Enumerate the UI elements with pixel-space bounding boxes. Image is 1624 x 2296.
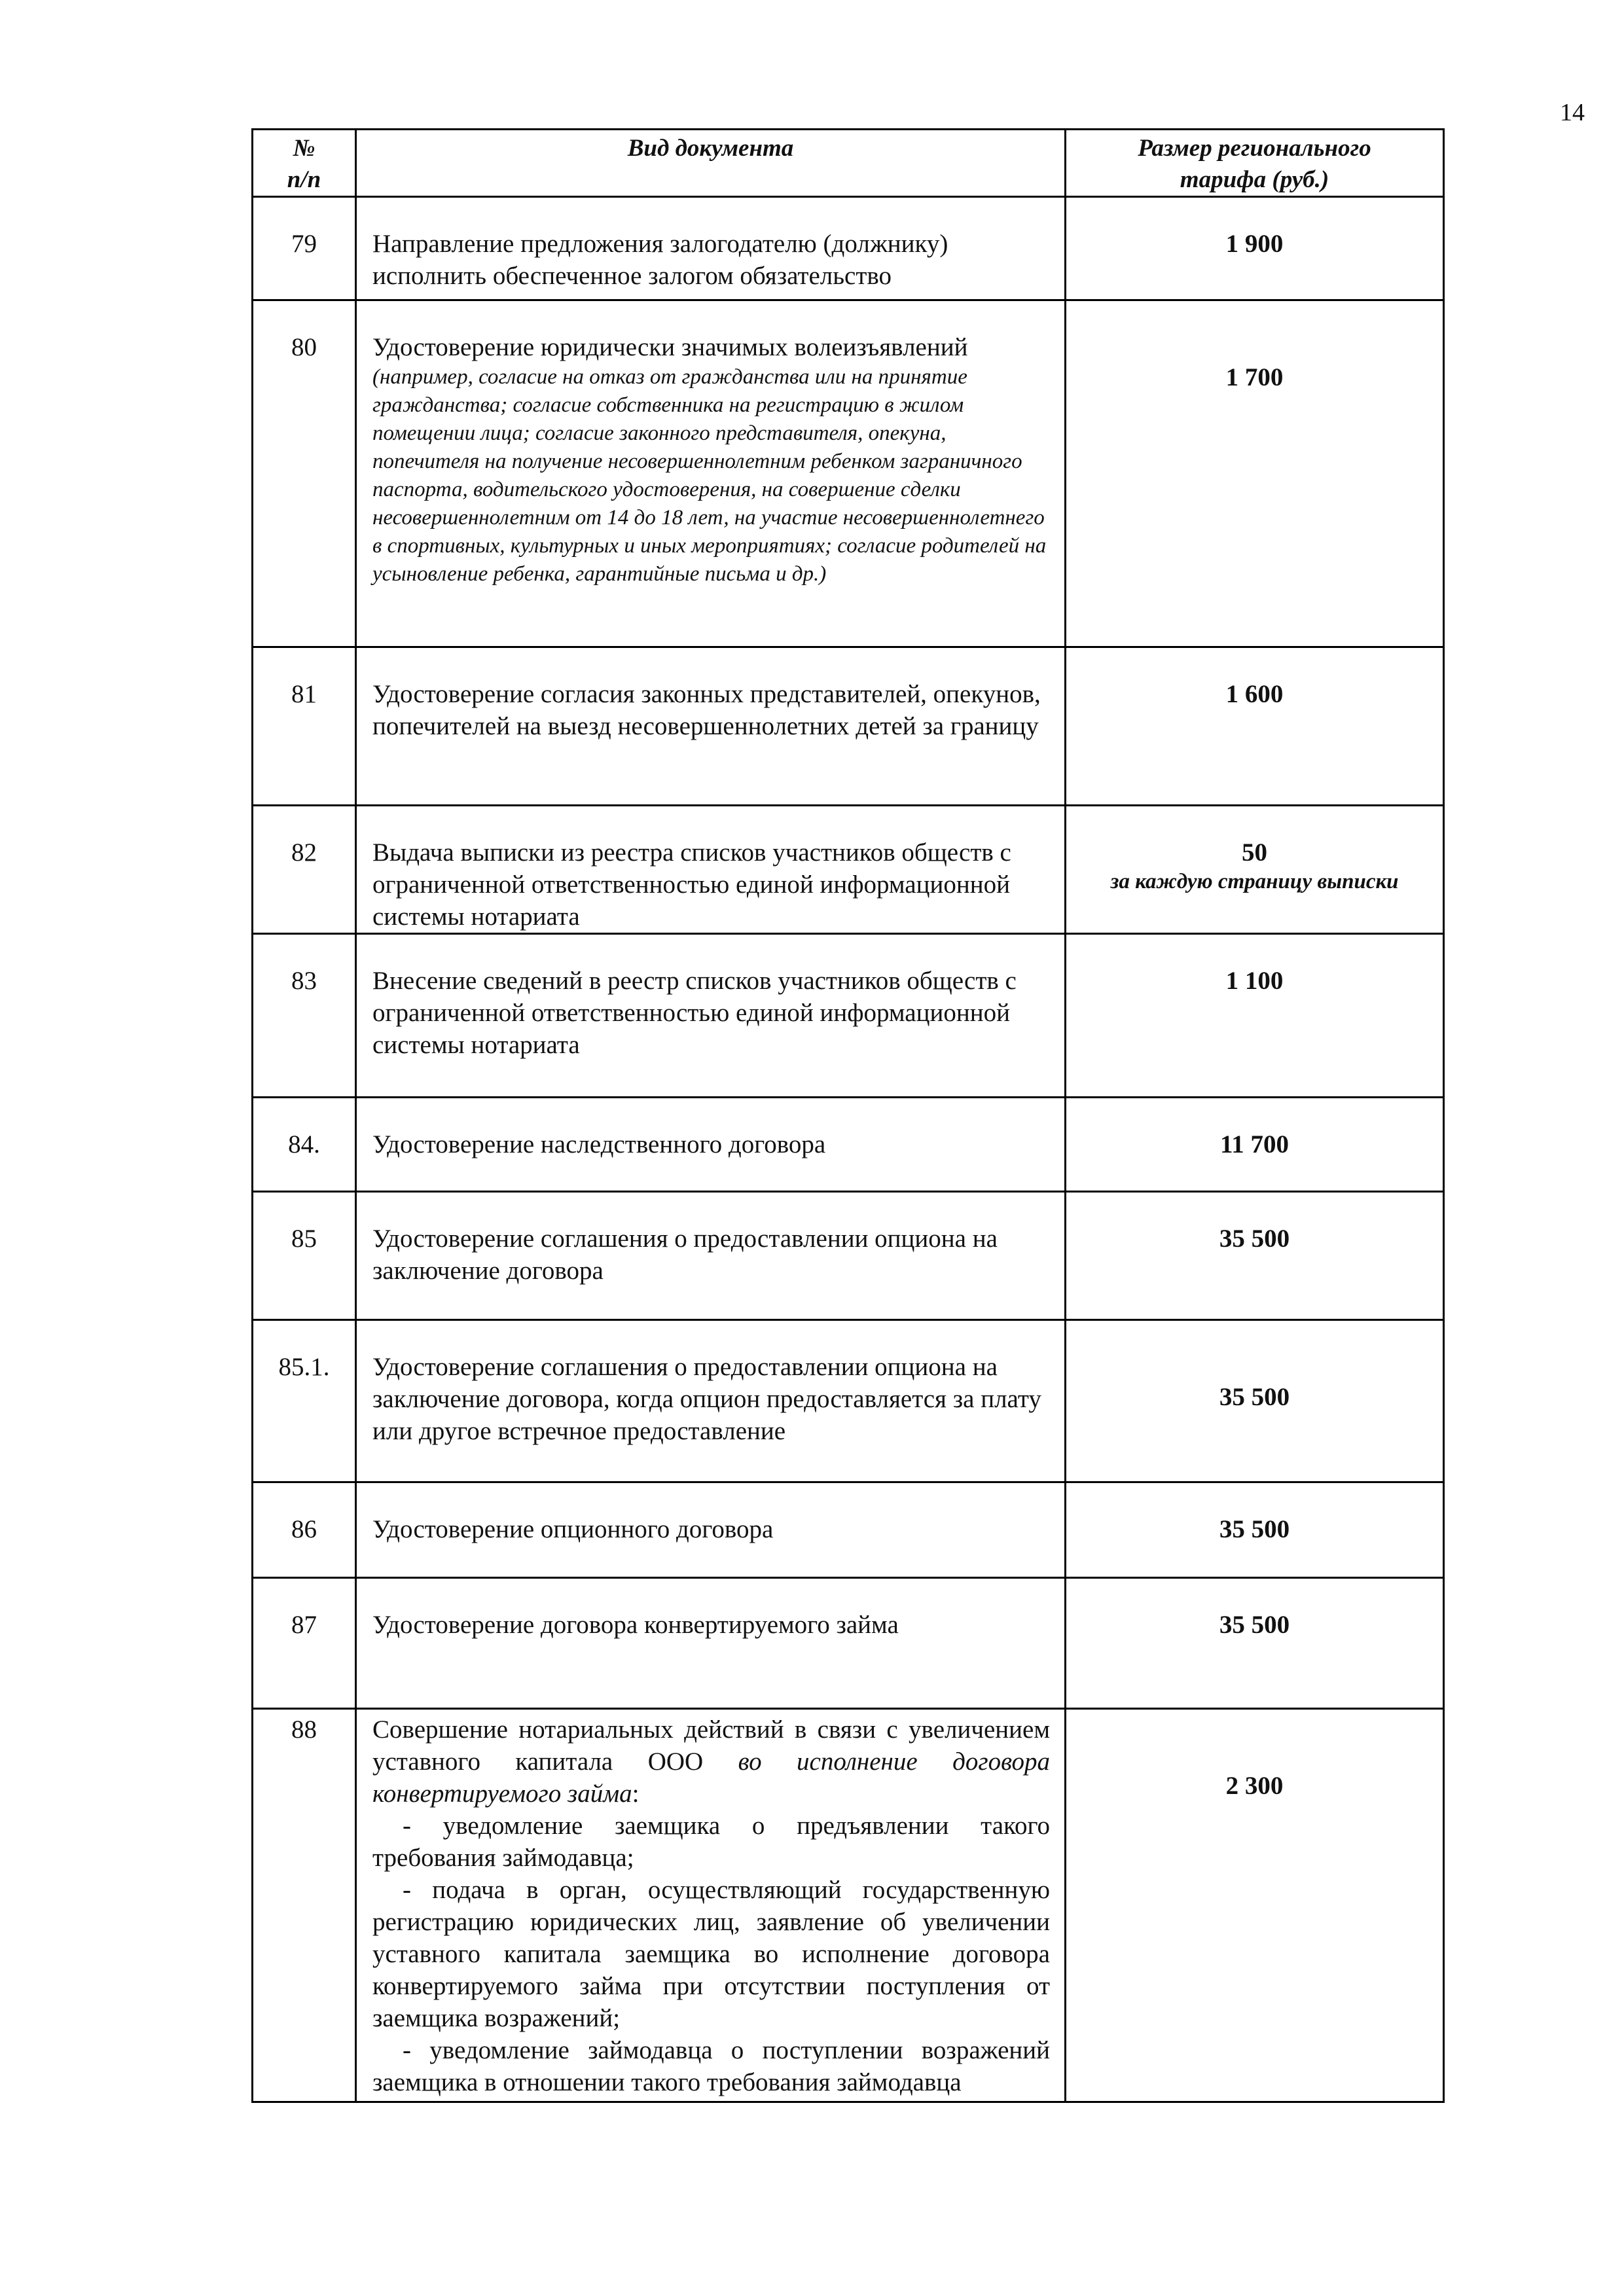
row-number: 79 <box>253 197 356 300</box>
row-tariff-note: за каждую страницу выписки <box>1110 870 1399 893</box>
row-document: Удостоверение соглашения о предоставлении опциона на заключение договора <box>356 1192 1066 1320</box>
row-number: 81 <box>253 647 356 806</box>
table-row <box>253 300 1444 647</box>
header-tariff-line1: Размер регионального <box>1138 135 1371 162</box>
row-tariff-value: 50 <box>1242 838 1267 867</box>
header-number <box>253 130 356 197</box>
row-tariff: 2 300 <box>1066 1709 1444 2102</box>
table-row <box>253 1709 1444 2102</box>
row-document-intro-end: : <box>632 1780 640 1808</box>
row-tariff: 1 100 <box>1066 934 1444 1098</box>
row-tariff: 35 500 <box>1066 1482 1444 1578</box>
header-document-label: Вид документа <box>627 135 794 162</box>
header-number-line2: п/п <box>287 166 321 193</box>
row-document: Удостоверение соглашения о предоставлении опциона на заключение договора, когда опцион предоставляется за плату или другое встречное предоставление <box>356 1320 1066 1482</box>
row-document <box>356 1709 1066 2102</box>
row-number: 88 <box>253 1709 356 2102</box>
row-document: Удостоверение договора конвертируемого займа <box>356 1578 1066 1709</box>
header-tariff <box>1066 130 1444 197</box>
row-document: Удостоверение опционного договора <box>356 1482 1066 1578</box>
row-number: 85.1. <box>253 1320 356 1482</box>
list-item: - подача в орган, осуществляющий государственную регистрацию юридических лиц, заявление об увеличении уставного капитала заемщика во исполнение договора конвертируемого займа при отсутствии поступления от заемщика возражений; <box>372 1876 1050 2032</box>
table-row <box>253 1192 1444 1320</box>
table-row <box>253 1482 1444 1578</box>
list-item: - уведомление займодавца о поступлении возражений заемщика в отношении такого требования займодавца <box>372 2036 1050 2096</box>
row-tariff: 35 500 <box>1066 1578 1444 1709</box>
page-number: 14 <box>1560 99 1585 126</box>
row-document-intro-text: Совершение нотариальных действий в связи с увеличением уставного капитала ООО <box>372 1715 1050 1776</box>
table-row <box>253 934 1444 1098</box>
row-document-intro-italic: во исполнение договора конвертируемого займа <box>372 1748 1050 1808</box>
row-document: Выдача выписки из реестра списков участников обществ с ограниченной ответственностью единой информационной системы нотариата <box>356 806 1066 934</box>
row-tariff: 11 700 <box>1066 1098 1444 1192</box>
table-row <box>253 197 1444 300</box>
row-document: Удостоверение наследственного договора <box>356 1098 1066 1192</box>
row-tariff: 35 500 <box>1066 1192 1444 1320</box>
row-document-title: Удостоверение юридически значимых волеизъявлений <box>372 333 968 361</box>
table-row <box>253 1320 1444 1482</box>
row-document: Удостоверение согласия законных представителей, опекунов, попечителей на выезд несовершеннолетних детей за границу <box>356 647 1066 806</box>
header-tariff-line2: тарифа (руб.) <box>1180 166 1329 193</box>
row-number: 85 <box>253 1192 356 1320</box>
row-tariff <box>1066 806 1444 934</box>
row-tariff: 1 600 <box>1066 647 1444 806</box>
table-row <box>253 1578 1444 1709</box>
list-item: - уведомление заемщика о предъявлении такого требования займодавца; <box>372 1812 1050 1872</box>
table-header-row <box>253 130 1444 197</box>
row-number: 87 <box>253 1578 356 1709</box>
row-document <box>356 300 1066 647</box>
header-number-line1: № <box>293 135 316 162</box>
table-row <box>253 1098 1444 1192</box>
row-tariff: 35 500 <box>1066 1320 1444 1482</box>
row-number: 80 <box>253 300 356 647</box>
row-document-note: (например, согласие на отказ от гражданства или на принятие гражданства; согласие собственника на регистрацию в жилом помещении лица; согласие законного представителя, опекуна, попечителя на получение несовершеннолетним ребенком заграничного паспорта, водительского удостоверения, на совершение сделки несовершеннолетним от 14 до 18 лет, на участие несовершеннолетнего в спортивных, культурных и иных мероприятиях; согласие родителей на усыновление ребенка, гарантийные письма и др.) <box>372 365 1047 586</box>
table-row <box>253 647 1444 806</box>
row-document-intro <box>372 1713 1050 1810</box>
header-document-type <box>356 130 1066 197</box>
table-row <box>253 806 1444 934</box>
row-document: Внесение сведений в реестр списков участников обществ с ограниченной ответственностью единой информационной системы нотариата <box>356 934 1066 1098</box>
row-document: Направление предложения залогодателю (должнику) исполнить обеспеченное залогом обязательство <box>356 197 1066 300</box>
row-number: 82 <box>253 806 356 934</box>
row-number: 84. <box>253 1098 356 1192</box>
row-number: 86 <box>253 1482 356 1578</box>
row-number: 83 <box>253 934 356 1098</box>
tariff-table <box>251 128 1445 2103</box>
row-tariff: 1 900 <box>1066 197 1444 300</box>
row-tariff: 1 700 <box>1066 300 1444 647</box>
